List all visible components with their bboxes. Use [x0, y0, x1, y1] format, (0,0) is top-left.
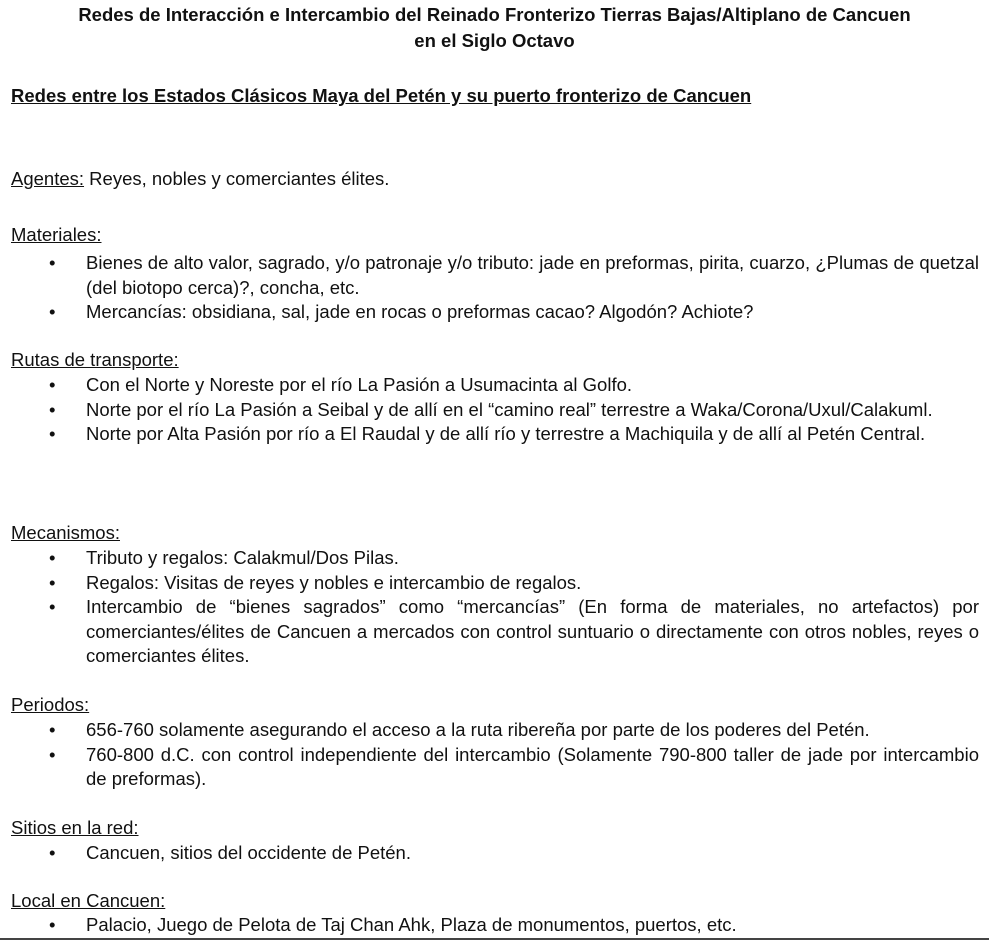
- bullet-icon: •: [49, 596, 56, 617]
- list-item: [0, 251, 979, 300]
- bullet-icon: •: [49, 398, 56, 420]
- local-heading: Local en Cancuen:: [11, 890, 166, 911]
- title-line-2: en el Siglo Octavo: [414, 30, 575, 51]
- list-item: [0, 422, 979, 447]
- bullet-icon: •: [49, 571, 56, 593]
- list-item-text: Norte por el río La Pasión a Seibal y de allí en el “camino real” terrestre a Waka/Corona/Uxul/Calakuml.: [86, 398, 933, 420]
- agentes-label: Agentes:: [11, 168, 85, 189]
- document-title: [0, 2, 989, 54]
- rutas-heading: Rutas de transporte:: [11, 349, 179, 370]
- sitios-list: [0, 841, 979, 866]
- bullet-icon: •: [49, 423, 56, 444]
- list-item: [0, 546, 979, 571]
- list-item-text: Cancuen, sitios del occidente de Petén.: [86, 842, 411, 863]
- list-item-text: Tributo y regalos: Calakmul/Dos Pilas.: [86, 547, 399, 568]
- mecanismos-list: [0, 546, 979, 669]
- list-item-text: Regalos: Visitas de reyes y nobles e intercambio de regalos.: [86, 571, 582, 593]
- list-item-text: Bienes de alto valor, sagrado, y/o patronaje y/o tributo: jade en preformas, pirita, cuarzo, ¿Plumas de quetzal (del biotopo cerca)?, concha, etc.: [86, 252, 979, 298]
- list-item-text: Norte por Alta Pasión por río a El Raudal y de allí río y terrestre a Machiquila y de allí al Petén Central.: [86, 423, 926, 444]
- list-item: [0, 841, 979, 866]
- list-item: [0, 718, 979, 743]
- title-line-1: Redes de Interacción e Intercambio del Reinado Fronterizo Tierras Bajas/Altiplano de Cancuen: [78, 4, 911, 25]
- mecanismos-heading: Mecanismos:: [11, 522, 120, 543]
- periodos-list: [0, 718, 979, 792]
- list-item-text: Palacio, Juego de Pelota de Taj Chan Ahk, Plaza de monumentos, puertos, etc.: [86, 914, 737, 935]
- bottom-divider: [0, 938, 989, 940]
- bullet-icon: •: [49, 301, 56, 322]
- bullet-icon: •: [49, 914, 56, 935]
- list-item: [0, 743, 979, 792]
- sitios-heading: Sitios en la red:: [11, 817, 139, 838]
- section-subtitle: Redes entre los Estados Clásicos Maya del Petén y su puerto fronterizo de Cancuen: [11, 85, 752, 106]
- bullet-icon: •: [49, 252, 56, 273]
- periodos-heading: Periodos:: [11, 694, 90, 715]
- list-item-text: 656-760 solamente asegurando el acceso a la ruta ribereña por parte de los poderes del Petén.: [86, 719, 870, 740]
- local-list: [0, 913, 979, 938]
- agentes-line: [11, 167, 389, 191]
- materiales-heading: Materiales:: [11, 224, 102, 245]
- bullet-icon: •: [49, 719, 56, 740]
- agentes-text: Reyes, nobles y comerciantes élites.: [84, 168, 390, 189]
- bullet-icon: •: [49, 547, 56, 568]
- rutas-list: [0, 373, 979, 447]
- list-item: [0, 300, 979, 325]
- list-item: [0, 913, 979, 938]
- list-item-text: Intercambio de “bienes sagrados” como “mercancías” (En forma de materiales, no artefactos) por comerciantes/élites de Cancuen a mercados con control suntuario o directamente con otros nobles, reyes o comerciantes élites.: [86, 596, 979, 666]
- list-item-text: Mercancías: obsidiana, sal, jade en rocas o preformas cacao? Algodón? Achiote?: [86, 301, 754, 322]
- list-item: [0, 595, 979, 669]
- list-item: [0, 373, 979, 398]
- bullet-icon: •: [49, 842, 56, 863]
- bullet-icon: •: [49, 743, 56, 765]
- materiales-list: [0, 251, 979, 325]
- list-item: [0, 571, 979, 596]
- bullet-icon: •: [49, 374, 56, 395]
- list-item-text: Con el Norte y Noreste por el río La Pasión a Usumacinta al Golfo.: [86, 374, 633, 395]
- list-item: [0, 398, 979, 423]
- list-item-text: 760-800 d.C. con control independiente del intercambio (Solamente 790-800 taller de jade por intercambio de preformas).: [86, 743, 979, 789]
